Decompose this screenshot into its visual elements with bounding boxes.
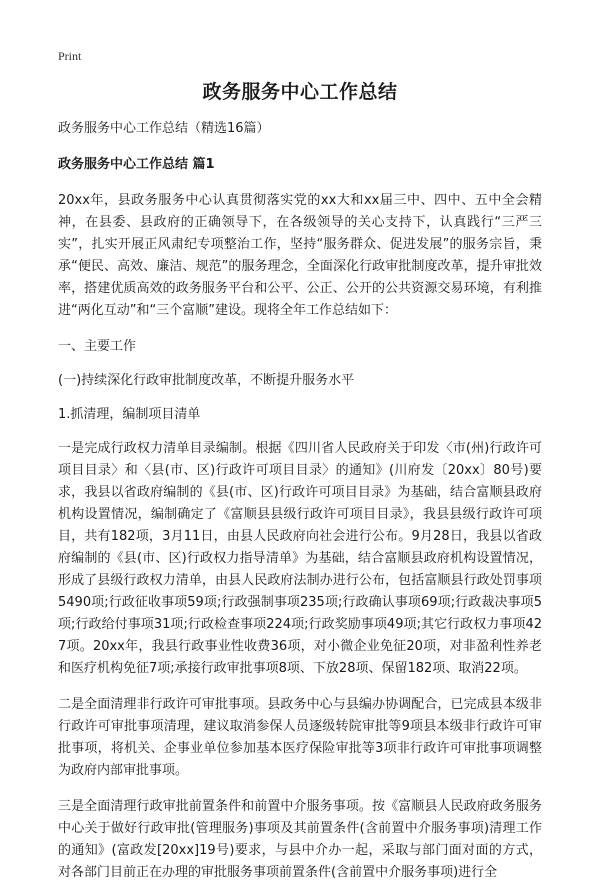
paragraph-2: 二是全面清理非行政许可审批事项。县政务中心与县编办协调配合，已完成县本级非行政许可审批事项清理，建议取消参保人员逐级转院审批等9项县本级非行政许可审批事项，将机关、企事业单位参加基本医疗保险审批等3项非行政许可审批事项调整为政府内部审批事项。 [58, 697, 542, 778]
page-title: 政务服务中心工作总结 [202, 81, 398, 103]
main-heading: 一、主要工作 [58, 339, 137, 354]
item-heading: 1.抓清理，编制项目清单 [58, 407, 201, 422]
sub-heading: (一)持续深化行政审批制度改革，不断提升服务水平 [58, 373, 355, 388]
document-subtitle: 政务服务中心工作总结（精选16篇） [58, 121, 270, 136]
print-label: Print [58, 49, 82, 63]
document-body [58, 118, 542, 884]
paragraph-1: 一是完成行政权力清单目录编制。根据《四川省人民政府关于印发〈市(州)行政许可项目目录〉和〈县(市、区)行政许可项目目录〉的通知》(川府发〔20xx〕80号)要求，我县以省政府编制的《县(市、区)行政许可项目目录》为基础，结合富顺县政府机构设置情况，编制确定了《富顺县县级行政许可项目目录》，我县县级行政许可项目，共有182项，3月11日，由县人民政府向社会进行公布。9月28日，我县以省政府编制的《县(市、区)行政权力指导清单》为基础，结合富顺县政府机构设置情况，形成了县级行政权力清单，由县人民政府法制办进行公布，包括富顺县行政处罚事项5490项;行政征收事项59项;行政强制事项235项;行政确认事项69项;行政裁决事项5项;行政给付事项31项;行政检查事项224项;行政奖励事项49项;其它行政权力事项427项。20xx年，我县行政事业性收费36项，对小微企业免征20项，对非盈利性养老和医疗机构免征7项;承接行政审批事项8项、下放28项、保留182项、取消22项。 [58, 441, 542, 676]
intro-paragraph: 20xx年，县政务服务中心认真贯彻落实党的xx大和xx届三中、四中、五中全会精神，在县委、县政府的正确领导下，在各级领导的关心支持下，认真践行“三严三实”，扎实开展正风肃纪专项整治工作，坚持“服务群众、促进发展”的服务宗旨，秉承“便民、高效、廉洁、规范”的服务理念，全面深化行政审批制度改革，提升审批效率，搭建优质高效的政务服务平台和公平、公正、公开的公共资源交易环境，有利推进“两化互动”和“三个富顺”建设。现将全年工作总结如下： [58, 193, 542, 318]
paragraph-3: 三是全面清理行政审批前置条件和前置中介服务事项。按《富顺县人民政府政务服务中心关于做好行政审批(管理服务)事项及其前置条件(含前置中介服务事项)清理工作的通知》(富政发[20xx]19号)要求，与县中介办一起，采取与部门面对面的方式，对各部门目前正在办理的审批服务事项前置条件(含前置中介服务事项)进行全 [58, 799, 542, 880]
section-title: 政务服务中心工作总结 篇1 [58, 157, 215, 172]
